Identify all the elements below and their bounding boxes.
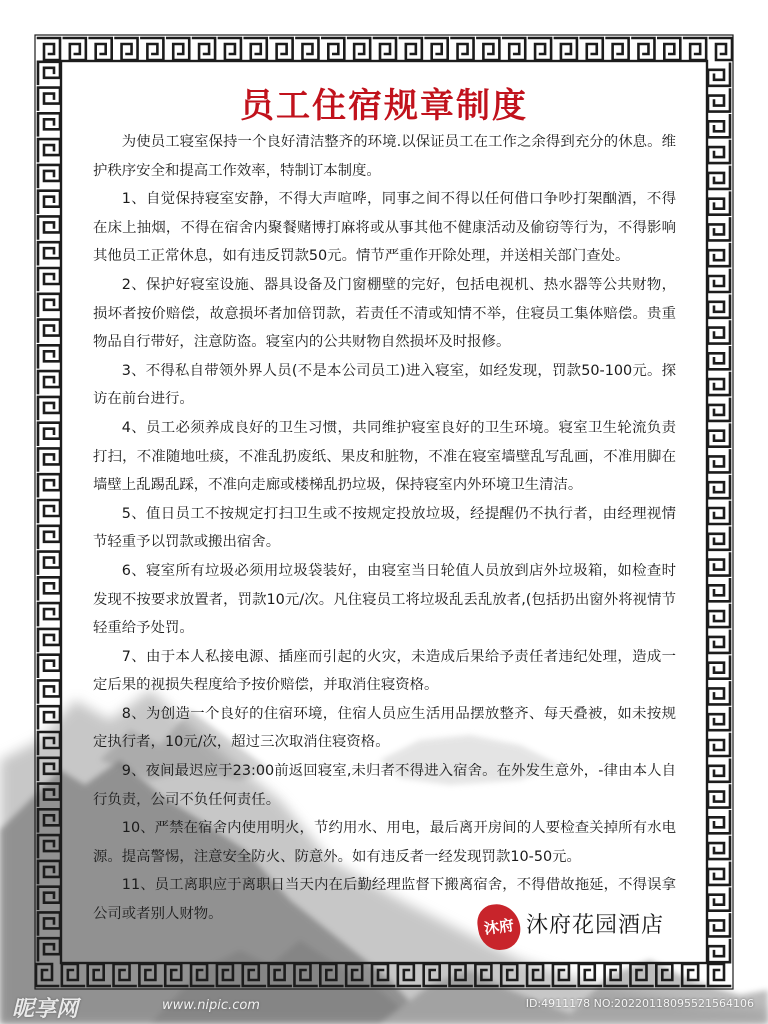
- image-id-stamp: ID:4911178 NO:20220118095521564106: [525, 997, 754, 1010]
- rule-4: 4、员工必须养成良好的卫生习惯，共同维护寝室良好的卫生环境。寝室卫生轮流负责打扫，不准随地吐痰，不准乱扔废纸、果皮和脏物，不准在寝室墙壁乱写乱画，不准用脚在墙壁上乱踢乱踩，不准向走廊或楼梯乱扔垃圾，保持寝室内外环境卫生清洁。: [93, 419, 676, 494]
- rule-11: 11、员工离职应于离职日当天内在后勤经理监督下搬离宿舍，不得借故拖延，不得误拿公司或者别人财物。: [93, 877, 676, 923]
- rule-2: 2、保护好寝室设施、器具设备及门窗棚壁的完好，包括电视机、热水器等公共财物，损坏者按价赔偿，故意损坏者加倍罚款，若责任不清或知情不举，住寝员工集体赔偿。贵重物品自行带好，注意防盗。寝室内的公共财物自然损坏及时报修。: [93, 276, 676, 351]
- rule-1: 1、自觉保持寝室安静，不得大声喧哗，同事之间不得以任何借口争吵打架酗酒，不得在床上抽烟，不得在宿舍内聚餐赌博打麻将或从事其他不健康活动及偷窃等行为，不得影响其他员工正常休息，如有违反罚款50元。情节严重作开除处理，并送相关部门查处。: [93, 191, 676, 265]
- watermark-url: www.nipic.com: [162, 998, 260, 1013]
- document-title: 员工住宿规章制度: [240, 86, 528, 126]
- hotel-seal-icon: 沐府: [475, 901, 523, 952]
- rule-7: 7、由于本人私接电源、插座而引起的火灾，未造成后果给予责任者违纪处理，造成一定后果的视损失程度给予按价赔偿，并取消住寝资格。: [93, 648, 676, 694]
- rule-5: 5、值日员工不按规定打扫卫生或不按规定投放垃圾，经提醒仍不执行者，由经理视情节轻重予以罚款或搬出宿舍。: [93, 505, 676, 551]
- hotel-signature: [478, 904, 683, 952]
- watermark-brand: 昵享网: [12, 996, 79, 1022]
- rule-10: 10、严禁在宿舍内使用明火，节约用水、用电，最后离开房间的人要检查关掉所有水电源。提高警惕，注意安全防火、防意外。如有违反者一经发现罚款10-50元。: [93, 820, 676, 865]
- intro-paragraph: 为使员工寝室保持一个良好清洁整齐的环境.以保证员工在工作之余得到充分的休息。维护秩序安全和提高工作效率，特制订本制度。: [93, 134, 676, 179]
- regulation-body: [93, 128, 676, 929]
- rule-9: 9、夜间最迟应于23:00前返回寝室,未归者不得进入宿舍。在外发生意外，-律由本人自行负责，公司不负任何责任。: [93, 763, 676, 808]
- rule-6: 6、寝室所有垃圾必须用垃圾袋装好，由寝室当日轮值人员放到店外垃圾箱，如检查时发现不按要求放置者，罚款10元/次。凡住寝员工将垃圾乱丢乱放者,(包括扔出窗外将视情节轻重给予处罚。: [93, 562, 676, 637]
- rule-3: 3、不得私自带领外界人员(不是本公司员工)进入寝室，如经发现，罚款50-100元。探访在前台进行。: [93, 362, 676, 408]
- rule-8: 8、为创造一个良好的住宿环境，住宿人员应生活用品摆放整齐、每天叠被，如未按规定执行者，10元/次，超过三次取消住寝资格。: [93, 705, 676, 751]
- hotel-name: 沐府花园酒店: [526, 913, 665, 938]
